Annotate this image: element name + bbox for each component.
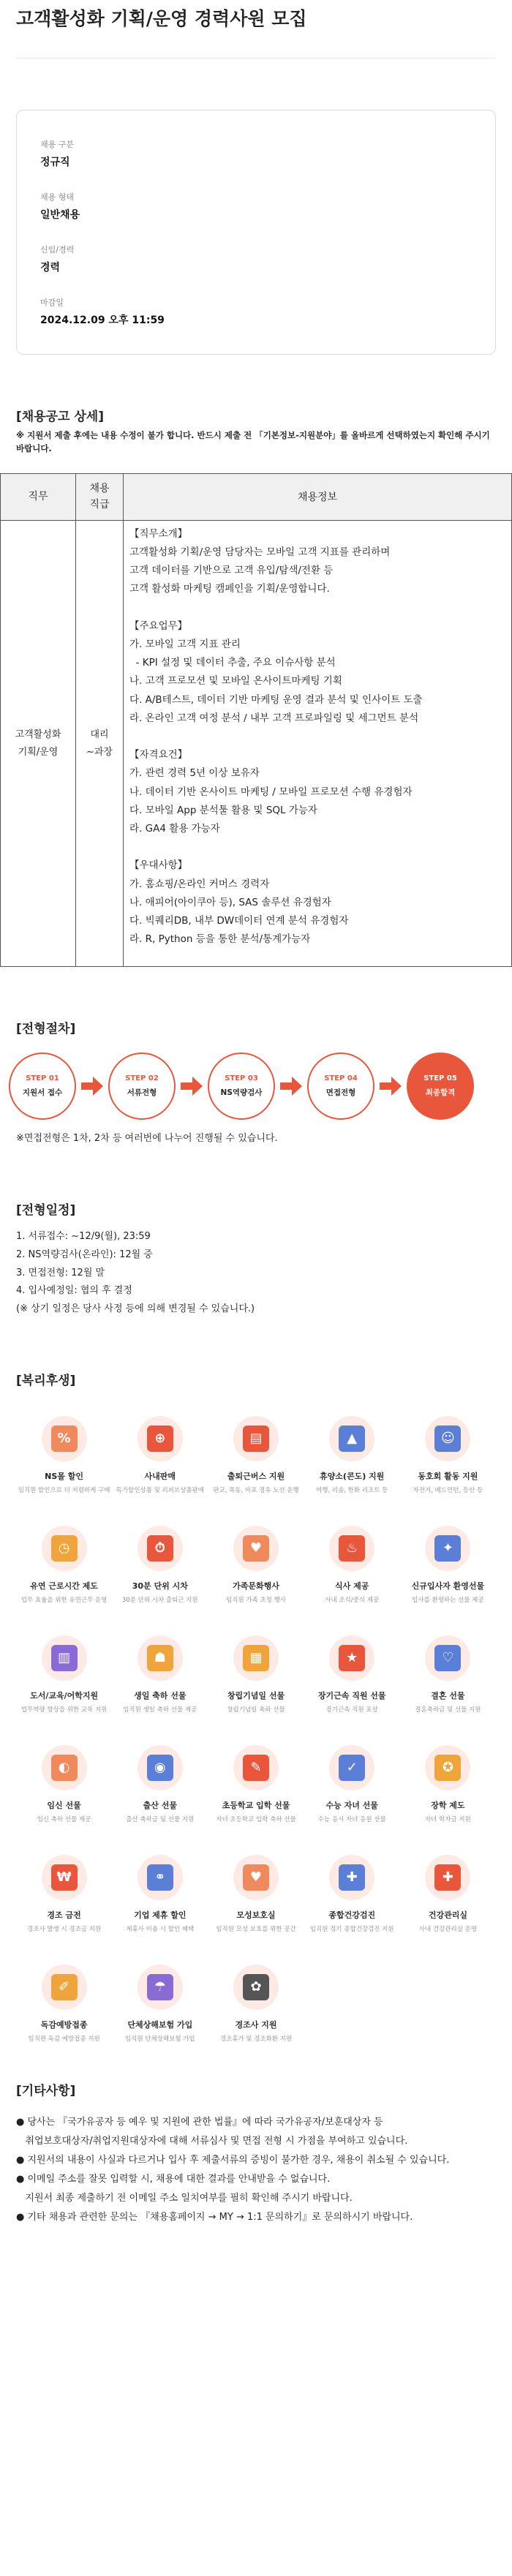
benefit-desc: 제휴사 이용 시 할인 혜택 [126,1925,195,1933]
benefit-glyph: ⚭ [147,1864,173,1891]
schedule-item: 3. 면접전형: 12월 말 [16,1267,105,1278]
benefit-desc: 사내 건강관리실 운영 [418,1925,478,1933]
benefit-item [16,1745,112,1831]
arrow-right-icon [76,1077,108,1096]
benefit-title: 신규입사자 환영선물 [411,1581,485,1591]
benefit-glyph: ☂ [147,1974,173,2000]
arrow-right-icon [176,1077,208,1096]
benefit-title: 창립기념일 선물 [227,1690,285,1701]
benefit-title: 종합건강검진 [328,1910,376,1920]
benefit-glyph: ★ [339,1645,365,1671]
school-icon [233,1745,279,1790]
benefit-title: NS몰 할인 [45,1471,84,1481]
benefit-item [112,1965,208,2051]
benefit-desc: 임직원 할인으로 더 저렴하게 구매 [18,1486,110,1494]
benefit-desc: 경조사 발생 시 경조금 지원 [27,1925,102,1933]
detail-line: 가. 모바일 고객 지표 관리 [129,638,241,650]
benefit-title: 장기근속 직원 선물 [317,1690,386,1701]
cake-icon [138,1635,183,1681]
benefit-desc: 여행, 리솜, 한화 리조트 등 [316,1486,388,1494]
info-value: 2024.12.09 오후 11:59 [40,315,165,326]
step-number: STEP 04 [324,1074,358,1083]
etc-item: 취업보호대상자/취업지원대상자에 대해 서류심사 및 면접 전형 시 가점을 부여하고 있습니다. [16,2135,408,2147]
book-icon [42,1635,87,1681]
info-deadline [40,296,472,327]
process-step [208,1052,275,1120]
benefit-title: 독감예방접종 [40,2019,88,2030]
health-icon [329,1855,374,1900]
benefit-title: 가족문화행사 [233,1581,279,1591]
benefit-title: 장학 제도 [431,1800,465,1810]
process-step [307,1052,374,1120]
benefit-title: 건강관리실 [428,1910,467,1920]
job-detail-table [0,473,512,968]
step-name: 서류전형 [127,1088,157,1098]
info-label: 마감일 [40,298,64,307]
detail-line: 나. 고객 프로모션 및 모바일 온사이트마케팅 기획 [129,675,342,688]
benefit-title: 동호회 활동 지원 [418,1471,478,1481]
family-icon [233,1526,279,1571]
detail-line: 다. 빅퀘리DB, 내부 DW데이터 연계 분석 유경험자 [129,915,349,927]
benefit-glyph: ◷ [51,1535,78,1562]
benefit-title: 경조사 지원 [235,2019,277,2030]
benefit-title: 출퇴근버스 지원 [227,1471,285,1481]
benefit-glyph: ☺ [434,1426,461,1452]
benefit-item [400,1526,496,1612]
info-career [40,244,472,274]
benefit-item [208,1526,304,1612]
benefit-item [304,1745,400,1831]
bus-icon [233,1416,279,1461]
benefit-desc: 임직원 정기 종합건강검진 지원 [309,1925,394,1933]
step-name: NS역량검사 [220,1088,263,1098]
benefit-desc: 임직원 독감 예방접종 지원 [28,2035,100,2043]
benefit-glyph: ▦ [243,1645,269,1671]
benefit-item [304,1635,400,1722]
schedule-list [16,1228,496,1318]
benefit-item [400,1635,496,1722]
schedule-item: 1. 서류접수: ~12/9(월), 23:59 [16,1231,151,1243]
benefit-item [304,1526,400,1612]
benefit-glyph: ✪ [434,1755,461,1781]
benefit-glyph: ✿ [243,1974,269,2000]
step-number: STEP 03 [225,1074,258,1083]
resort-icon [329,1416,374,1461]
benefit-item [16,1416,112,1502]
benefit-glyph: % [51,1426,78,1452]
arrow-right-icon [275,1077,307,1096]
detail-line: 라. R, Python 등을 통한 분석/통계가능자 [129,933,311,946]
meal-icon [329,1526,374,1571]
detail-notice: ※ 지원서 제출 후에는 내용 수정이 불가 합니다. 반드시 제출 전 「기본정보-지원분야」를 올바르게 선택하였는지 확인해 주시기 바랍니다. [16,430,490,454]
detail-line: 고객활성화 기획/운영 담당자는 모바일 고객 지표를 관리하며 [129,546,391,559]
wedding-icon [425,1635,470,1681]
etc-item: ● 당사는 『국가유공자 등 예우 및 지원에 관한 법률』에 따라 국가유공자/보훈대상자 등 [16,2116,383,2128]
detail-line: - KPI 설정 및 데이터 추출, 주요 이슈사항 분석 [129,657,336,669]
gift-bag-icon [425,1526,470,1571]
step-number: STEP 01 [26,1074,59,1083]
benefit-glyph: ✚ [339,1864,365,1891]
benefit-glyph: ✓ [339,1755,365,1781]
benefit-item [16,1855,112,1941]
benefit-item [304,1855,400,1941]
club-icon [425,1416,470,1461]
care-icon [233,1855,279,1900]
benefit-glyph: ◐ [51,1755,78,1781]
benefit-title: 모성보호실 [236,1910,276,1920]
process-note: ※면접전형은 1차, 2차 등 여러번에 나누어 진행될 수 있습니다. [16,1133,278,1145]
benefit-glyph: ♥ [243,1535,269,1562]
benefit-item [112,1745,208,1831]
detail-line: 라. 온라인 고객 여정 분석 / 내부 고객 프로파일링 및 세그먼트 분석 [129,712,419,724]
benefit-glyph: ◉ [147,1755,173,1781]
detail-line: 나. 데이터 기반 온사이트 마케팅 / 모바일 프로모션 수행 유경험자 [129,786,413,798]
benefit-desc: 임신 축하 선물 제공 [37,1815,91,1823]
benefit-glyph: ▲ [339,1426,365,1452]
benefit-desc: 입사를 환영하는 선물 제공 [412,1596,484,1604]
benefit-desc: 임직원 모성 보호를 위한 공간 [216,1925,296,1933]
benefit-title: 사내판매 [144,1471,176,1481]
pregnancy-icon [42,1745,87,1790]
benefit-glyph: ₩ [51,1864,78,1891]
detail-line: 가. 홈쇼핑/온라인 커머스 경력자 [129,878,270,890]
benefit-glyph: ♨ [339,1535,365,1562]
step-number: STEP 05 [423,1074,457,1083]
benefit-glyph: ✦ [434,1535,461,1562]
page-title: 고객활성화 기획/운영 경력사원 모집 [16,0,496,59]
benefit-title: 식사 제공 [335,1581,369,1591]
process-step [108,1052,176,1120]
schedule-item: 4. 입사예정일: 협의 후 결정 [16,1285,132,1297]
schedule-item: (※ 상기 일정은 당사 사정 등에 의해 변경될 수 있습니다.) [16,1303,255,1314]
benefit-title: 임신 선물 [47,1800,81,1810]
benefit-item [16,1965,112,2051]
etc-list [16,2113,496,2227]
money-icon [42,1855,87,1900]
detail-line: 고객 데이터를 기반으로 고객 유입/탐색/전환 등 [129,565,334,577]
benefit-item [208,1745,304,1831]
time-icon [138,1526,183,1571]
etc-item: ● 이메일 주소를 잘못 입력할 시, 채용에 대한 결과를 안내받을 수 없습니다. [16,2173,331,2185]
handshake-icon [138,1855,183,1900]
benefit-item [400,1416,496,1502]
benefit-desc: 결혼축하금 및 선물 지원 [415,1706,481,1714]
benefit-item [400,1855,496,1941]
benefit-desc: 자녀 초등학교 입학 축하 선물 [216,1815,296,1823]
header-info: 채용정보 [124,473,512,520]
detail-line: 【직무소개】 [129,527,188,540]
benefit-item [16,1526,112,1612]
benefit-desc: 30분 단위 시차 출퇴근 지원 [121,1596,198,1604]
benefit-title: 생일 축하 선물 [134,1690,187,1701]
step-name: 최종합격 [425,1088,456,1098]
benefit-glyph: ✚ [434,1864,461,1891]
benefit-desc: 임직원 단체상해보험 가입 [124,2035,195,2043]
benefit-title: 수능 자녀 선물 [325,1800,378,1810]
benefit-title: 30분 단위 시차 [132,1581,188,1591]
benefit-item [208,1416,304,1502]
benefit-glyph: ▥ [51,1645,78,1671]
benefit-title: 단체상해보험 가입 [127,2019,193,2030]
benefit-desc: 사내 조식/중식 제공 [325,1596,380,1604]
step-number: STEP 02 [125,1074,159,1083]
detail-line: 【주요업무】 [129,619,188,632]
benefit-item [16,1635,112,1722]
detail-line: 가. 관련 경력 5년 이상 보유자 [129,767,260,780]
benefit-glyph: ♡ [434,1645,461,1671]
etc-item: 지원서 최종 제출하기 전 이메일 주소 일치여부를 필히 확인해 주시기 바랍니다. [16,2192,353,2204]
flower-icon [233,1965,279,2010]
benefit-desc: 자녀 학자금 지원 [424,1815,471,1823]
benefit-item [208,1855,304,1941]
benefit-title: 도서/교육/어학지원 [30,1690,99,1701]
level-cell: 대리 ~과장 [76,520,124,967]
detail-line: 고객 활성화 마케팅 캠페인을 기획/운영합니다. [129,583,330,595]
schedule-item: 2. NS역량검사(온라인): 12월 중 [16,1249,153,1260]
arrow-right-icon [374,1077,407,1096]
benefit-desc: 판교, 목동, 마포 경유 노선 운행 [213,1486,299,1494]
benefit-desc: 임직원 가족 초청 행사 [225,1596,286,1604]
info-label: 신입/경력 [40,245,75,255]
benefit-desc: 수능 응시 자녀 응원 선물 [317,1815,386,1823]
step-name: 면접전형 [325,1088,356,1098]
process-heading: [전형절차] [16,1022,76,1037]
detail-line: 다. A/B테스트, 데이터 기반 마케팅 운영 결과 분석 및 인사이트 도출 [129,693,423,706]
benefits-grid [16,1416,496,2051]
benefit-desc: 출산 축하금 및 선물 지원 [126,1815,195,1823]
benefit-desc: 장기근속 직원 포상 [325,1706,378,1714]
job-cell: 고객활성화 기획/운영 [1,520,76,967]
benefit-item [112,1416,208,1502]
detail-line: 【자격요건】 [129,749,188,761]
detail-blank-line [129,599,505,617]
etc-item: ● 지원서의 내용이 사실과 다르거나 입사 후 제출서류의 증빙이 불가한 경우, 채용이 취소될 수 있습니다. [16,2154,450,2166]
benefit-glyph: ✐ [51,1974,78,2000]
benefit-item [304,1416,400,1502]
benefit-title: 유연 근로시간 제도 [30,1581,98,1591]
exam-icon [329,1745,374,1790]
benefit-desc: 창립기념일 축하 선물 [227,1706,285,1714]
shopping-bag-icon [42,1416,87,1461]
cart-icon [138,1416,183,1461]
process-steps [9,1052,496,1120]
info-employment-type [40,138,472,169]
vaccine-icon [42,1965,87,2010]
benefit-item [112,1635,208,1722]
schedule-heading: [전형일정] [16,1203,76,1219]
info-value: 경력 [40,262,61,274]
detail-line: 라. GA4 활용 가능자 [129,823,220,835]
benefit-desc: 특가할인상품 및 리퍼브상품판매 [116,1486,204,1494]
detail-line: 나. 애피어(아이쿠아 등), SAS 솔루션 유경험자 [129,896,331,908]
benefits-heading: [복리후생] [16,1373,76,1388]
baby-icon [138,1745,183,1790]
etc-heading: [기타사항] [16,2083,76,2098]
detail-blank-line [129,728,505,746]
job-summary-card [16,110,496,355]
benefit-desc: 업무역량 향상을 위한 교육 지원 [20,1706,108,1714]
detail-blank-line [129,838,505,856]
info-label: 채용 구분 [40,140,75,149]
process-step [9,1052,76,1120]
detail-heading: [채용공고 상세] [16,410,104,424]
benefit-item [112,1526,208,1612]
detail-line: 다. 모바일 App 분석툴 활용 및 SQL 가능자 [129,804,317,816]
info-value: 정규직 [40,157,70,168]
scholarship-icon [425,1745,470,1790]
benefit-glyph: ⊕ [147,1426,173,1452]
benefit-desc: 업무 효율을 위한 유연근무 운영 [20,1596,108,1604]
benefit-item [112,1855,208,1941]
header-job: 직무 [1,473,76,520]
benefit-desc: 경조휴가 및 경조화환 지원 [219,2035,293,2043]
benefit-desc: 자전거, 배드민턴, 등산 등 [413,1486,483,1494]
award-icon [329,1635,374,1681]
benefit-glyph: ✎ [243,1755,269,1781]
step-name: 지원서 접수 [22,1088,63,1098]
benefit-title: 기업 제휴 할인 [134,1910,187,1920]
benefit-desc: 임직원 생일 축하 선물 제공 [123,1706,197,1714]
insurance-icon [138,1965,183,2010]
info-hiring-type [40,191,472,222]
benefit-title: 초등학교 입학 선물 [222,1800,290,1810]
benefit-glyph: ⏱ [147,1535,173,1562]
info-label: 채용 형태 [40,192,75,202]
process-step [407,1052,474,1120]
benefit-item [400,1745,496,1831]
benefit-title: 경조 금전 [47,1910,81,1920]
benefit-glyph: ♥ [243,1864,269,1891]
benefit-glyph: ☗ [147,1645,173,1671]
header-level: 채용 직급 [76,473,124,520]
info-cell [124,520,512,967]
etc-item: ● 기타 채용과 관련한 문의는 『채용홈페이지 → MY → 1:1 문의하기』로 문의하시기 바랍니다. [16,2211,413,2223]
medical-icon [425,1855,470,1900]
detail-line: 【우대사항】 [129,859,188,872]
benefit-title: 결혼 선물 [431,1690,465,1701]
benefit-title: 휴양소(콘도) 지원 [320,1471,385,1481]
benefit-glyph: ▤ [243,1426,269,1452]
building-icon [233,1635,279,1681]
info-value: 일반채용 [40,209,80,221]
benefit-title: 출산 선물 [143,1800,177,1810]
clock-icon [42,1526,87,1571]
benefit-item [208,1635,304,1722]
benefit-item [208,1965,304,2051]
